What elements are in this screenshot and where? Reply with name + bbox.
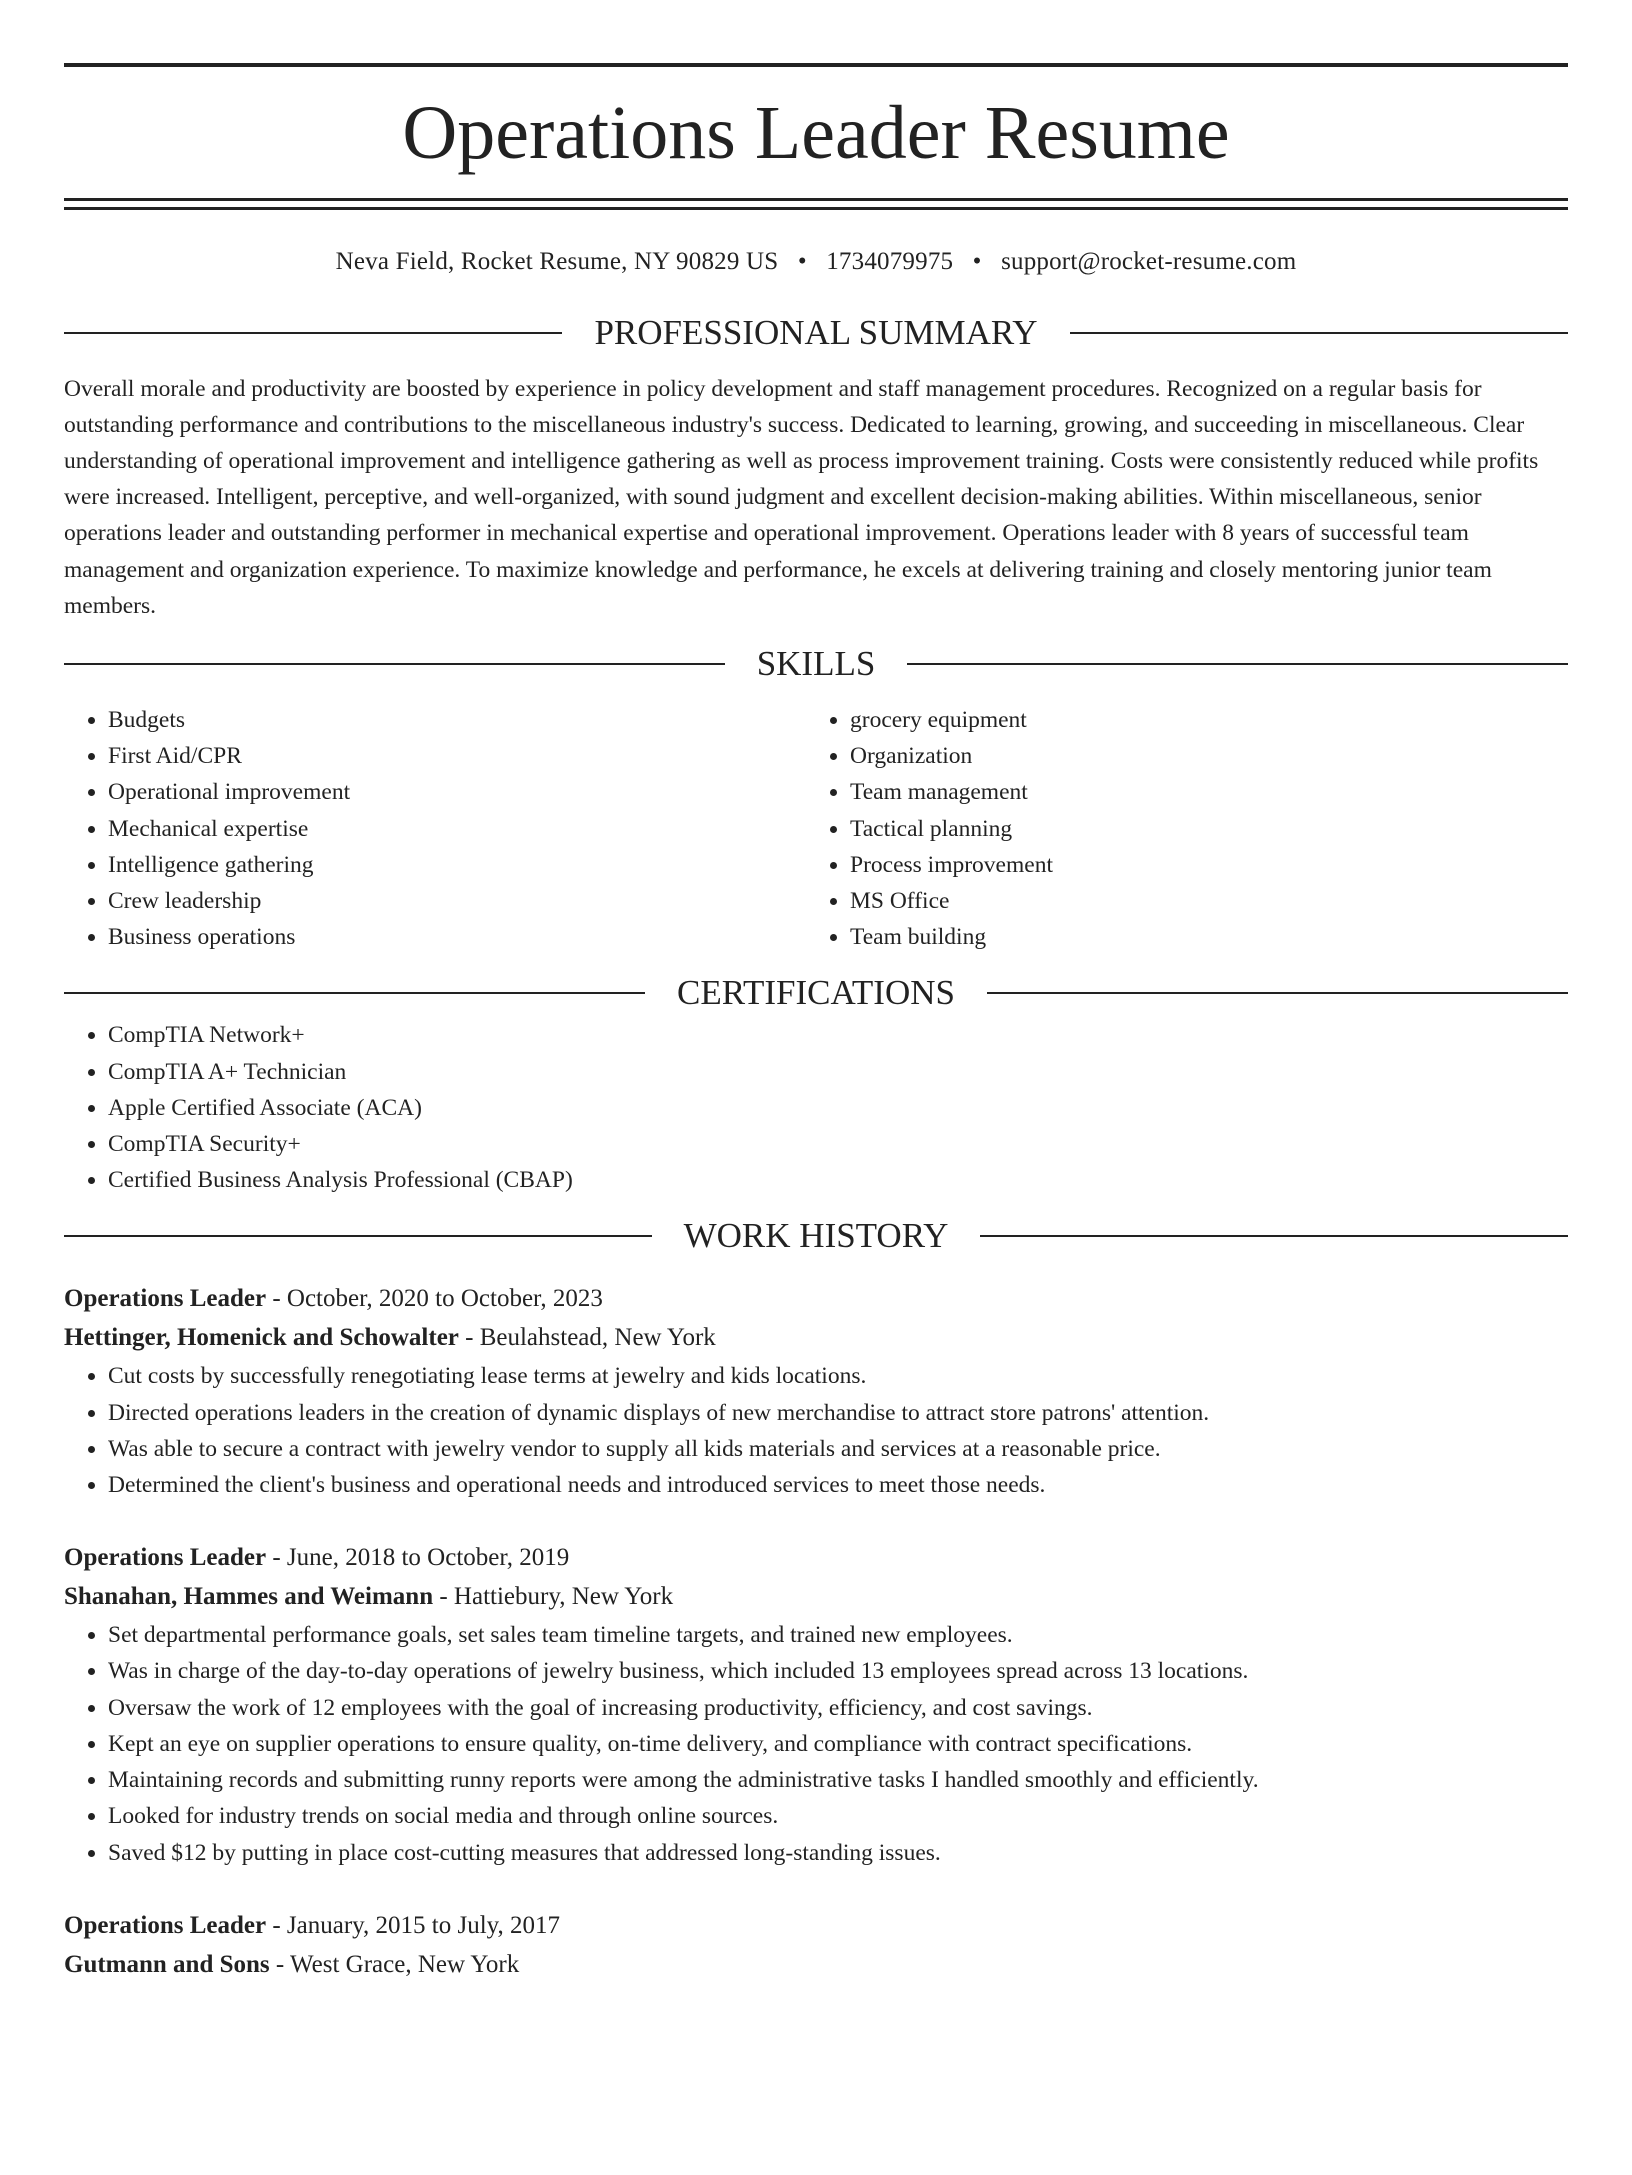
resume-page (0, 63, 1632, 2175)
section-title-work-history: WORK HISTORY (683, 1216, 949, 1256)
skills-column-left (64, 702, 806, 955)
job-company: Shanahan, Hammes and Weimann (64, 1583, 434, 1611)
job-duty-item: • Was able to secure a contract with jewelry vendor to supply all kids materials and services at a reasonable price. (108, 1431, 1568, 1467)
skill-item: • Intelligence gathering (108, 847, 806, 883)
contact-address: Neva Field, Rocket Resume, NY 90829 US (335, 248, 779, 276)
summary-paragraph: Overall morale and productivity are boosted by experience in policy development and staff management procedures. Recognized on a regular basis for outstanding performance and contributions to the miscellaneous industry's success. Dedicated to learning, growing, and succeeding in miscellaneous. Clear understanding of operational improvement and intelligence gathering as well as process improvement training. Costs were consistently reduced while profits were increased. Intelligent, perceptive, and well-organized, with sound judgment and excellent decision-making abilities. Within miscellaneous, senior operations leader and outstanding performer in mechanical expertise and operational improvement. Operations leader with 8 years of successful team management and organization experience. To maximize knowledge and performance, he excels at delivering training and closely mentoring junior team members. (64, 375, 1539, 619)
certification-item: • CompTIA Network+ (108, 1017, 1568, 1053)
resume-title: Operations Leader Resume (402, 91, 1230, 175)
job-title-line (64, 1280, 1568, 1318)
heading-rule-right (1070, 332, 1568, 334)
section-heading-summary (64, 309, 1568, 357)
skills-list-left (64, 702, 806, 955)
skill-item: • Team management (850, 774, 1548, 810)
job-duties-list (64, 1617, 1568, 1870)
job-company-line (64, 1577, 1568, 1617)
job-location: - Hattiebury, New York (433, 1583, 674, 1611)
job-company-line (64, 1318, 1568, 1358)
skill-item: • Operational improvement (108, 774, 806, 810)
job-location: - West Grace, New York (269, 1950, 520, 1978)
certification-item: • Apple Certified Associate (ACA) (108, 1090, 1568, 1126)
job-entry (64, 1280, 1568, 1503)
job-duty-item: • Was in charge of the day-to-day operations of jewelry business, which included 13 employees spread across 13 locations. (108, 1653, 1568, 1689)
contact-phone: 1734079975 (826, 248, 954, 276)
title-double-rule (64, 198, 1568, 210)
skills-list-right (806, 702, 1548, 955)
skill-item: • Tactical planning (850, 811, 1548, 847)
job-company: Hettinger, Homenick and Schowalter (64, 1324, 459, 1352)
heading-rule-right (980, 1235, 1568, 1237)
heading-rule-right (987, 992, 1568, 994)
section-heading-work-history (64, 1212, 1568, 1260)
job-duties-list (64, 1358, 1568, 1503)
section-heading-certifications (64, 969, 1568, 1017)
skills-grid (64, 702, 1568, 955)
certification-item: • CompTIA Security+ (108, 1126, 1568, 1162)
skill-item: • Team building (850, 919, 1548, 955)
job-entry (64, 1907, 1568, 1985)
top-rule (64, 63, 1568, 67)
job-entry (64, 1539, 1568, 1870)
job-duty-item: • Directed operations leaders in the creation of dynamic displays of new merchandise to attract store patrons' attention. (108, 1395, 1568, 1431)
job-duty-item: • Set departmental performance goals, set sales team timeline targets, and trained new employees. (108, 1617, 1568, 1653)
heading-rule-left (64, 332, 562, 334)
skill-item: • First Aid/CPR (108, 738, 806, 774)
job-title: Operations Leader (64, 1544, 267, 1572)
job-title-line (64, 1907, 1568, 1945)
job-duty-item: • Determined the client's business and operational needs and introduced services to meet those needs. (108, 1467, 1568, 1503)
contact-separator: • (972, 248, 982, 276)
job-company-line (64, 1945, 1568, 1985)
heading-rule-left (64, 663, 725, 665)
job-title-line (64, 1539, 1568, 1577)
job-dates: - January, 2015 to July, 2017 (266, 1911, 561, 1939)
job-duty-item: • Cut costs by successfully renegotiating lease terms at jewelry and kids locations. (108, 1358, 1568, 1394)
contact-email: support@rocket-resume.com (1001, 248, 1297, 276)
skill-item: • Mechanical expertise (108, 811, 806, 847)
section-title-summary: PROFESSIONAL SUMMARY (594, 312, 1038, 352)
job-dates: - October, 2020 to October, 2023 (266, 1285, 603, 1313)
skill-item: • Organization (850, 738, 1548, 774)
job-title: Operations Leader (64, 1911, 267, 1939)
job-title: Operations Leader (64, 1285, 267, 1313)
skill-item: • Budgets (108, 702, 806, 738)
heading-rule-right (907, 663, 1568, 665)
job-dates: - June, 2018 to October, 2019 (266, 1544, 570, 1572)
job-duty-item: • Oversaw the work of 12 employees with the goal of increasing productivity, efficiency, and cost savings. (108, 1690, 1568, 1726)
section-title-skills: SKILLS (756, 644, 876, 684)
contact-line (64, 246, 1568, 279)
skills-column-right (806, 702, 1548, 955)
skill-item: • Process improvement (850, 847, 1548, 883)
job-duty-item: • Kept an eye on supplier operations to ensure quality, on-time delivery, and compliance with contract specifications. (108, 1726, 1568, 1762)
contact-separator: • (797, 248, 807, 276)
job-duty-item: • Saved $12 by putting in place cost-cutting measures that addressed long-standing issues. (108, 1835, 1568, 1871)
section-heading-skills (64, 640, 1568, 688)
job-location: - Beulahstead, New York (458, 1324, 716, 1352)
certification-item: • CompTIA A+ Technician (108, 1054, 1568, 1090)
skill-item: • MS Office (850, 883, 1548, 919)
certification-item: • Certified Business Analysis Professional (CBAP) (108, 1162, 1568, 1198)
heading-rule-left (64, 992, 645, 994)
section-title-certifications: CERTIFICATIONS (677, 973, 955, 1013)
job-duty-item: • Looked for industry trends on social media and through online sources. (108, 1798, 1568, 1834)
job-company: Gutmann and Sons (64, 1950, 270, 1978)
skill-item: • grocery equipment (850, 702, 1548, 738)
skill-item: • Business operations (108, 919, 806, 955)
skill-item: • Crew leadership (108, 883, 806, 919)
heading-rule-left (64, 1235, 652, 1237)
certifications-list (64, 1017, 1568, 1198)
job-duty-item: • Maintaining records and submitting runny reports were among the administrative tasks I handled smoothly and efficiently. (108, 1762, 1568, 1798)
